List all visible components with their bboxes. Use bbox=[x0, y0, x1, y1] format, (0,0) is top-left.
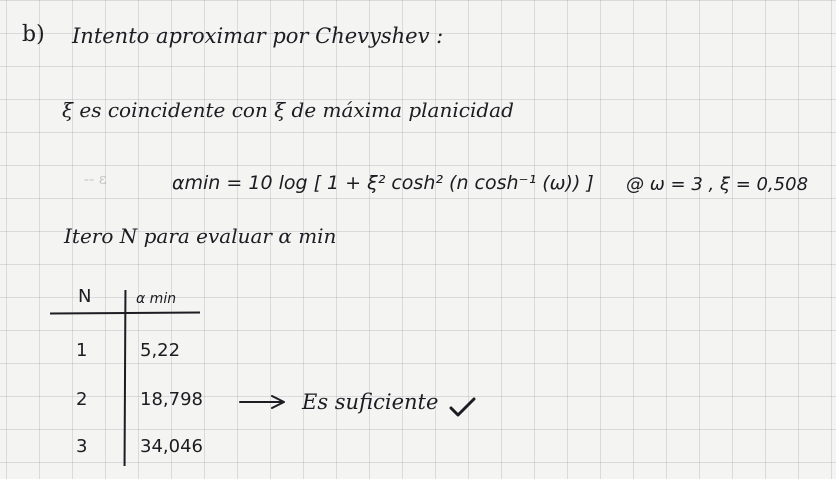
table-cell-n-2: 2 bbox=[76, 389, 88, 410]
table-cell-alpha-3: 34,046 bbox=[140, 436, 203, 457]
table-header-alpha: α min bbox=[136, 291, 177, 307]
result-note: Es suficiente bbox=[302, 390, 439, 414]
table-cell-alpha-2: 18,798 bbox=[140, 389, 203, 410]
attenuation-formula: αmin = 10 log [ 1 + ξ² cosh² (n cosh⁻¹ (ω)) ] bbox=[172, 172, 594, 194]
faint-scribble: -- ɛ bbox=[84, 170, 107, 188]
intro-line: Intento aproximar por Chevyshev : bbox=[72, 24, 444, 48]
table-cell-n-3: 3 bbox=[76, 436, 88, 457]
table-header-n: N bbox=[78, 286, 92, 307]
formula-context: @ ω = 3 , ξ = 0,508 bbox=[626, 174, 809, 195]
table-cell-alpha-1: 5,22 bbox=[140, 340, 181, 361]
checkmark-icon bbox=[448, 396, 476, 418]
arrow-right-icon bbox=[238, 392, 288, 412]
ripple-note-line: ξ es coincidente con ξ de máxima planicidad bbox=[62, 98, 514, 122]
table-vertical-rule bbox=[124, 290, 127, 466]
table-cell-n-1: 1 bbox=[76, 340, 88, 361]
part-label: b) bbox=[22, 22, 45, 47]
iterate-line: Itero N para evaluar α min bbox=[64, 224, 337, 248]
